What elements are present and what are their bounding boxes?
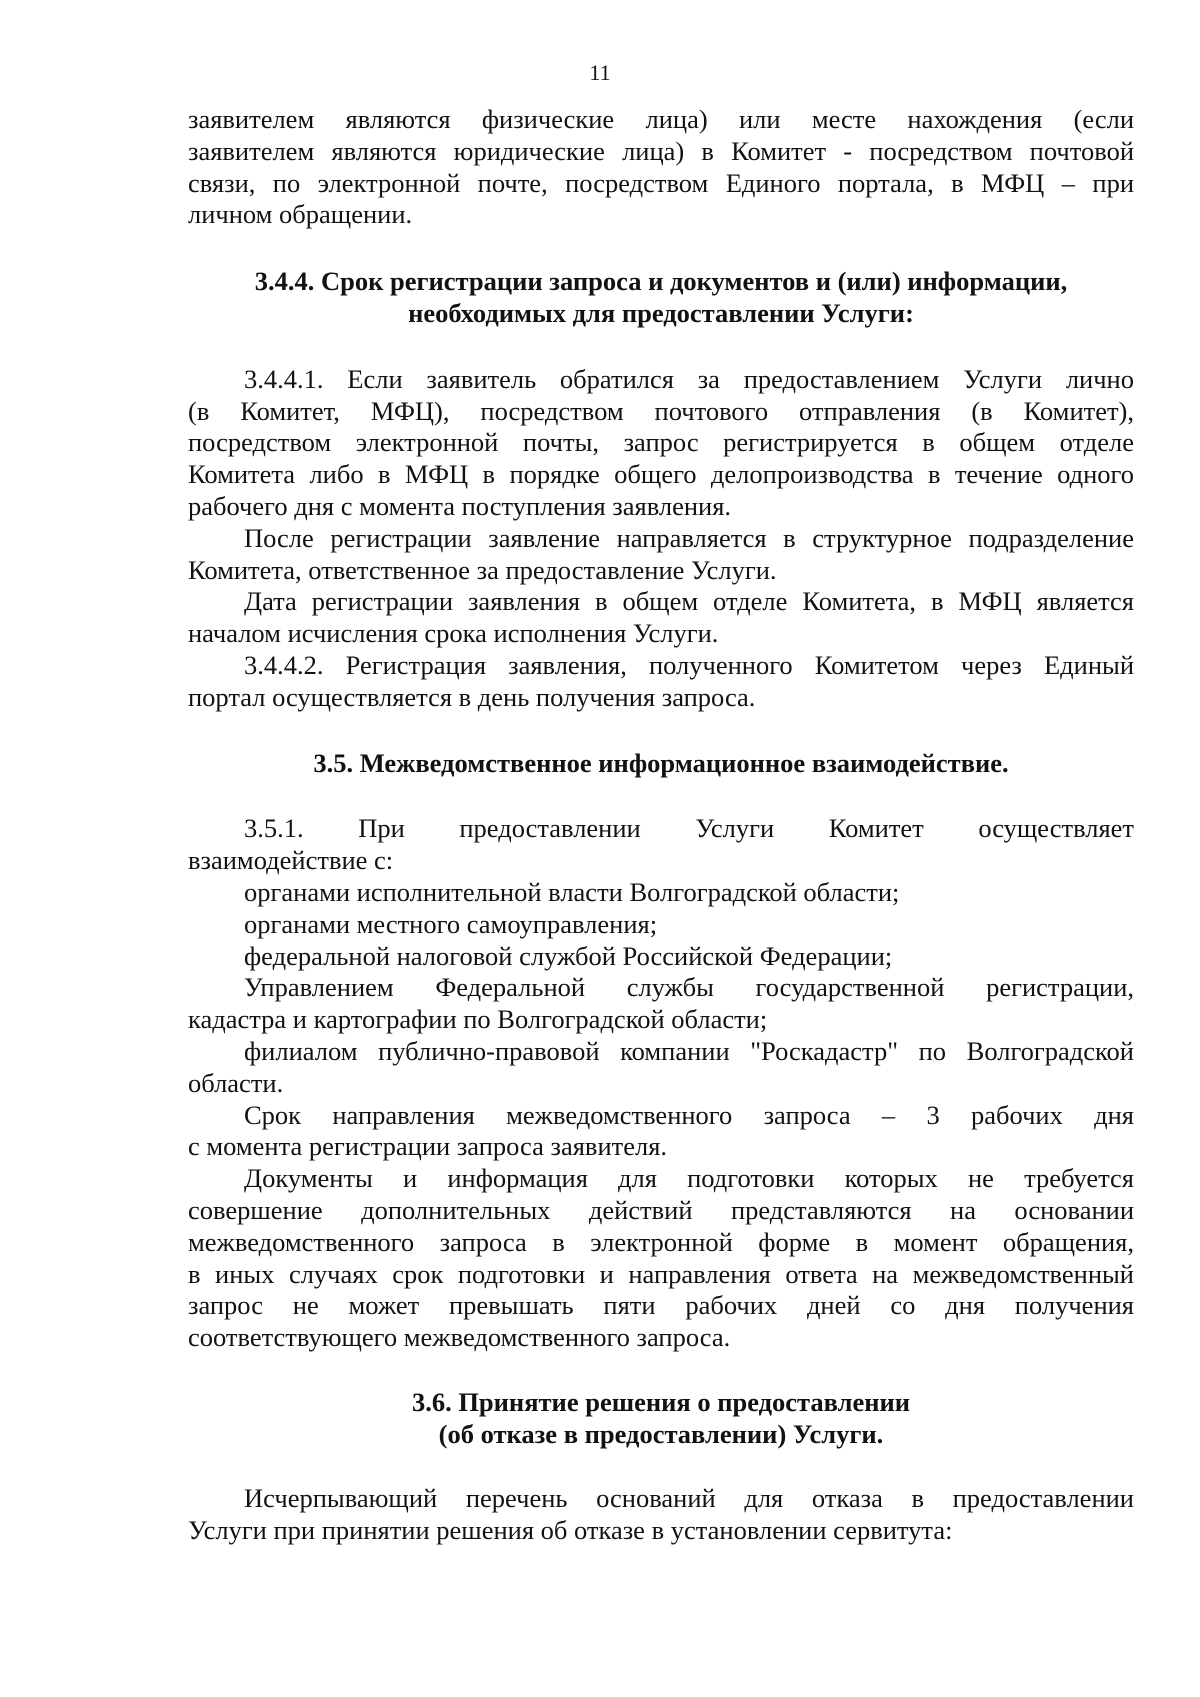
section-heading-3-6 bbox=[188, 1387, 1134, 1451]
paragraph-registration-date bbox=[188, 586, 1134, 650]
page-number: 11 bbox=[589, 60, 611, 85]
text-line: Услуги при принятии решения об отказе в установлении сервитута: bbox=[188, 1515, 953, 1546]
text-line: 3.4.4.2. Регистрация заявления, полученного Комитетом через Единый bbox=[244, 649, 1134, 680]
heading-line: (об отказе в предоставлении) Услуги. bbox=[438, 1418, 884, 1449]
text-line: Документы и информация для подготовки которых не требуется bbox=[244, 1163, 1134, 1194]
text-line: области. bbox=[188, 1067, 284, 1098]
text-line: Исчерпывающий перечень оснований для отказа в предоставлении bbox=[244, 1483, 1134, 1514]
heading-line: 3.4.4. Срок регистрации запроса и документов и (или) информации, bbox=[254, 266, 1068, 297]
intro-paragraph bbox=[188, 104, 1134, 231]
page-content bbox=[188, 104, 1134, 1547]
text-line: личном обращении. bbox=[188, 199, 413, 230]
text-line: федеральной налоговой службой Российской Федерации; bbox=[244, 940, 893, 971]
text-line: посредством электронной почты, запрос регистрируется в общем отделе bbox=[188, 427, 1134, 458]
paragraph-after-registration bbox=[188, 523, 1134, 587]
list-item bbox=[188, 941, 1134, 973]
text-line: межведомственного запроса в электронной форме в момент обращения, bbox=[188, 1226, 1134, 1257]
section-heading-3-5 bbox=[188, 748, 1134, 780]
text-line: После регистрации заявление направляется в структурное подразделение bbox=[244, 522, 1134, 553]
list-item-roskadastr bbox=[188, 1036, 1134, 1100]
text-line: кадастра и картографии по Волгоградской области; bbox=[188, 1004, 768, 1035]
text-line: органами исполнительной власти Волгоградской области; bbox=[244, 876, 900, 907]
heading-line: 3.6. Принятие решения о предоставлении bbox=[411, 1386, 911, 1417]
text-line: рабочего дня с момента поступления заявления. bbox=[188, 490, 732, 521]
text-line: 3.5.1. При предоставлении Услуги Комитет осуществляет bbox=[244, 813, 1134, 844]
list-item-rosreestr bbox=[188, 972, 1134, 1036]
text-line: совершение дополнительных действий представляются на основании bbox=[188, 1194, 1134, 1225]
heading-line: 3.5. Межведомственное информационное взаимодействие. bbox=[313, 747, 1009, 778]
text-line: заявителем являются юридические лица) в Комитет - посредством почтовой bbox=[188, 135, 1134, 166]
text-line: 3.4.4.1. Если заявитель обратился за предоставлением Услуги лично bbox=[244, 363, 1134, 394]
list-item bbox=[188, 909, 1134, 941]
text-line: Срок направления межведомственного запроса – 3 рабочих дня bbox=[244, 1099, 1134, 1130]
heading-line: необходимых для предоставлении Услуги: bbox=[408, 297, 914, 328]
text-line: началом исчисления срока исполнения Услуги. bbox=[188, 618, 719, 649]
list-item bbox=[188, 877, 1134, 909]
text-line: органами местного самоуправления; bbox=[244, 908, 658, 939]
text-line: портал осуществляется в день получения запроса. bbox=[188, 681, 756, 712]
text-line: заявителем являются физические лица) или месте нахождения (если bbox=[188, 104, 1134, 134]
paragraph-documents bbox=[188, 1163, 1134, 1354]
text-line: Дата регистрации заявления в общем отделе Комитета, в МФЦ является bbox=[244, 586, 1134, 617]
paragraph-3-5-1 bbox=[188, 813, 1134, 877]
text-line: с момента регистрации запроса заявителя. bbox=[188, 1131, 668, 1162]
text-line: Управлением Федеральной службы государственной регистрации, bbox=[244, 972, 1134, 1003]
text-line: Комитета, ответственное за предоставление Услуги. bbox=[188, 554, 777, 585]
text-line: связи, по электронной почте, посредством Единого портала, в МФЦ – при bbox=[188, 167, 1134, 198]
paragraph-3-4-4-2 bbox=[188, 650, 1134, 714]
text-line: филиалом публично-правовой компании "Роскадастр" по Волгоградской bbox=[244, 1035, 1134, 1066]
text-line: соответствующего межведомственного запроса. bbox=[188, 1322, 731, 1353]
paragraph-refusal-grounds bbox=[188, 1483, 1134, 1547]
text-line: взаимодействие с: bbox=[188, 845, 394, 876]
text-line: (в Комитет, МФЦ), посредством почтового отправления (в Комитет), bbox=[188, 395, 1134, 426]
text-line: Комитета либо в МФЦ в порядке общего делопроизводства в течение одного bbox=[188, 459, 1134, 490]
section-heading-3-4-4 bbox=[188, 266, 1134, 330]
paragraph-3-4-4-1 bbox=[188, 364, 1134, 523]
text-line: запрос не может превышать пяти рабочих дней со дня получения bbox=[188, 1290, 1134, 1321]
paragraph-request-term bbox=[188, 1100, 1134, 1164]
text-line: в иных случаях срок подготовки и направления ответа на межведомственный bbox=[188, 1258, 1134, 1289]
